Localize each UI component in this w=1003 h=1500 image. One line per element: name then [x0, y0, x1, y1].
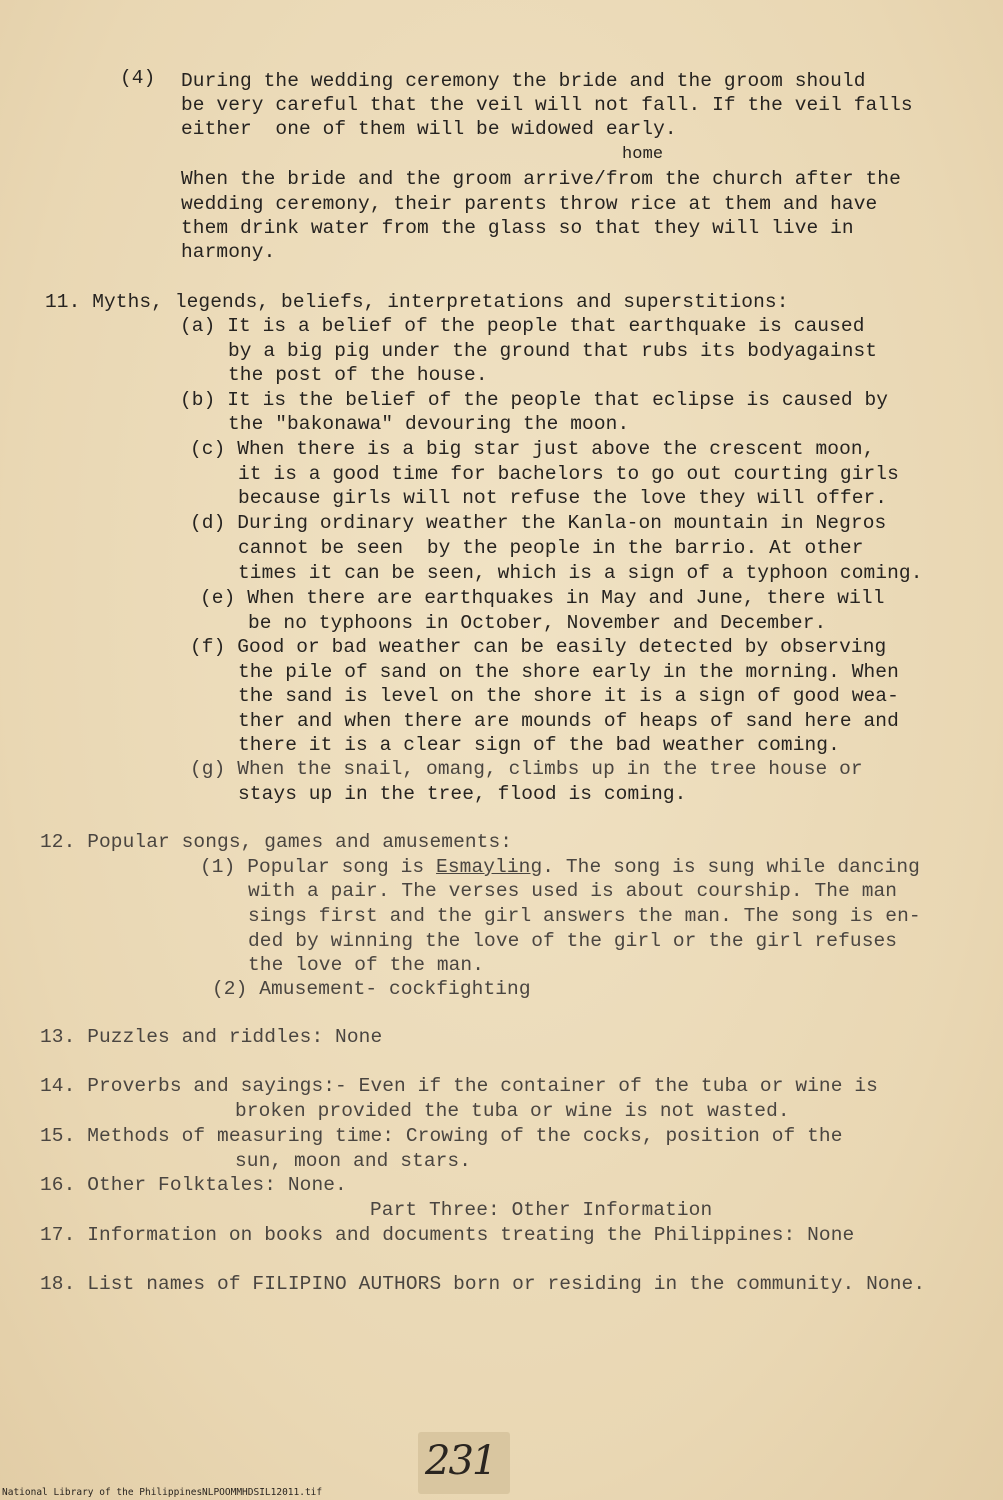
myth-f-line-4: ther and when there are mounds of heaps of sand here and [238, 710, 899, 732]
wedding-line-5: wedding ceremony, their parents throw rice at them and have [181, 193, 878, 215]
myth-g-line-2: stays up in the tree, flood is coming. [238, 783, 687, 805]
section-14-line-1: 14. Proverbs and sayings:- Even if the container of the tuba or wine is [40, 1075, 878, 1097]
wedding-insert: home [622, 145, 664, 164]
section-13-puzzles: 13. Puzzles and riddles: None [40, 1026, 383, 1048]
myth-c-line-3: because girls will not refuse the love they will offer. [238, 487, 888, 509]
section-15-line-2: sun, moon and stars. [235, 1150, 472, 1172]
myth-d-line-2: cannot be seen by the people in the barrio. At other [238, 537, 864, 559]
myth-c-line-2: it is a good time for bachelors to go out courting girls [238, 463, 899, 485]
song-item-1-line-4: ded by winning the love of the girl or the girl refuses [248, 930, 898, 952]
myth-c-line-1: (c) When there is a big star just above the crescent moon, [190, 438, 875, 460]
myth-f-line-5: there it is a clear sign of the bad weather coming. [238, 734, 840, 756]
wedding-line-2: be very careful that the veil will not fall. If the veil falls [181, 94, 913, 116]
myth-e-line-1: (e) When there are earthquakes in May and June, there will [200, 587, 885, 609]
section-16-folktales: 16. Other Folktales: None. [40, 1174, 347, 1196]
item-marker-4: (4) [120, 67, 156, 89]
page-number: 231 [425, 1438, 496, 1484]
song-item-1-line-3: sings first and the girl answers the man. The song is en- [248, 905, 921, 927]
section-15-line-1: 15. Methods of measuring time: Crowing of the cocks, position of the [40, 1125, 843, 1147]
song-item-1-line-1 [200, 855, 920, 879]
myth-f-line-3: the sand is level on the shore it is a sign of good wea- [238, 685, 899, 707]
wedding-line-7: harmony. [181, 241, 276, 263]
section-18-authors: 18. List names of FILIPINO AUTHORS born or residing in the community. None. [40, 1273, 926, 1295]
myth-a-line-2: by a big pig under the ground that rubs its bodyagainst [228, 340, 878, 362]
song-item-2: (2) Amusement- cockfighting [212, 978, 531, 1000]
wedding-line-4: When the bride and the groom arrive/from the church after the [181, 168, 901, 190]
song-title: Esmayling [436, 856, 543, 878]
myth-a-line-3: the post of the house. [228, 364, 488, 386]
footer-filename: NLPOOMMHDSIL12011.tif [202, 1487, 323, 1498]
section-17-information: 17. Information on books and documents treating the Philippines: None [40, 1224, 855, 1246]
section-12-heading: 12. Popular songs, games and amusements: [40, 831, 513, 853]
section-14-line-2: broken provided the tuba or wine is not wasted. [235, 1100, 790, 1122]
wedding-line-1: During the wedding ceremony the bride and the groom should [181, 70, 866, 92]
myth-f-line-2: the pile of sand on the shore early in the morning. When [238, 661, 899, 683]
wedding-line-6: them drink water from the glass so that they will live in [181, 217, 854, 239]
wedding-line-3: either one of them will be widowed early. [181, 118, 677, 140]
myth-a-line-1: (a) It is a belief of the people that earthquake is caused [180, 315, 865, 337]
myth-e-line-2: be no typhoons in October, November and December. [248, 612, 827, 634]
footer-library: National Library of the Philippines [2, 1487, 203, 1498]
song-item-1-line-2: with a pair. The verses used is about courship. The man [248, 880, 898, 902]
section-11-heading: 11. Myths, legends, beliefs, interpretations and superstitions: [45, 291, 789, 313]
song-item-1-prefix: (1) Popular song is [200, 856, 437, 878]
myth-f-line-1: (f) Good or bad weather can be easily detected by observing [190, 636, 887, 658]
myth-b-line-1: (b) It is the belief of the people that eclipse is caused by [180, 389, 889, 411]
myth-b-line-2: the "bakonawa" devouring the moon. [228, 413, 630, 435]
song-item-1-rest: . The song is sung while dancing [542, 856, 920, 878]
song-item-1-line-5: the love of the man. [248, 954, 485, 976]
myth-g-line-1: (g) When the snail, omang, climbs up in the tree house or [190, 758, 863, 780]
myth-d-line-1: (d) During ordinary weather the Kanla-on mountain in Negros [190, 512, 887, 534]
myth-d-line-3: times it can be seen, which is a sign of a typhoon coming. [238, 562, 923, 584]
part-three-heading: Part Three: Other Information [370, 1199, 713, 1221]
